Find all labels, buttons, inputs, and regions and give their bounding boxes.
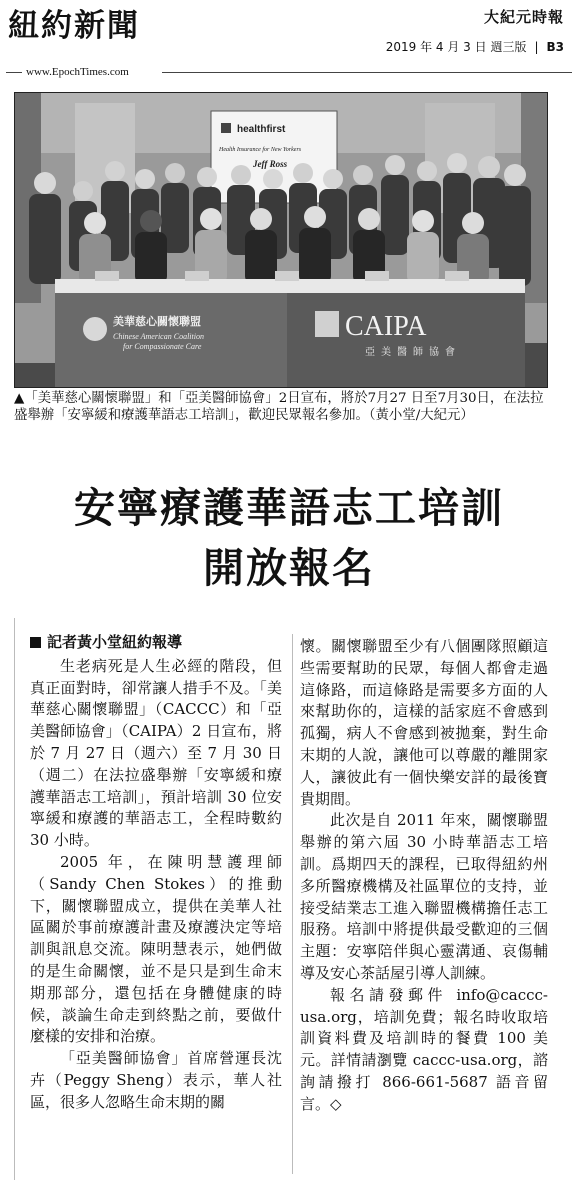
press-conference-illustration: [15, 93, 547, 387]
paragraph-1: 生老病死是人生必經的階段，但真正面對時，卻常讓人措手不及。「美華慈心關懷聯盟」（CACCC）和「亞美醫師協會」（CAIPA）2 日宣布，將於 7 月 27 日（週六）至 7 月 30 日（週二）在法拉盛舉辦「安寧緩和療護華語志工培訓」，預計培訓 30 位安寧緩和療護的華語志工，全程時數約 30 小時。: [30, 656, 282, 850]
page-number: B3: [546, 40, 564, 54]
issue-date: 2019 年 4 月 3 日 週三版: [385, 40, 527, 54]
issue-date-line: [386, 40, 564, 54]
banner-tagline: Health Insurance for New Yorkers: [219, 147, 302, 153]
section-title: 紐約新聞: [8, 8, 140, 44]
sign-caccc-cn: 美華慈心關懷聯盟: [113, 315, 201, 328]
headline-line-1: 安寧療護華語志工培訓: [74, 484, 504, 532]
article-column-1: [30, 632, 282, 1114]
paragraph-5: 報名請發郵件 info@caccc-usa.org，培訓免費；報名時收取培訓資料費及培訓時的餐費 100 美元。詳情請瀏覽 caccc-usa.org，諮詢請撥打 866-661-5687 語音留言。◇: [300, 985, 548, 1113]
news-photo: [14, 92, 548, 388]
sign-caccc-en1: Chinese American Coalition: [113, 332, 204, 341]
banner-brand: healthfirst: [237, 124, 286, 135]
website-url: www.EpochTimes.com: [26, 66, 129, 78]
column-border-left: [14, 618, 15, 1180]
photo-caption: ▲「美華慈心關懷聯盟」和「亞美醫師協會」2日宣布，將於7月27 日至7月30日，在法拉盛舉辦「安寧緩和療護華語志工培訓」，歡迎民眾報名參加。（黃小堂/大紀元）: [14, 391, 544, 423]
byline: [30, 632, 282, 654]
sign-caipa-en: CAIPA: [345, 311, 427, 342]
date-separator: |: [534, 40, 539, 54]
byline-square-icon: [30, 637, 41, 648]
paragraph-4: 此次是自 2011 年來，關懷聯盟舉辦的第六屆 30 小時華語志工培訓。爲期四天的課程，已取得紐約州多所醫療機構及社區單位的支持，並接受結業志工進入聯盟機構擔任志工服務。培訓中將提供最受歡迎的三個主題：安寧陪伴與心靈溝通、哀傷輔導及安心茶話屋引導人訓練。: [300, 811, 548, 982]
paragraph-3-continued: 懷。關懷聯盟至少有八個團隊照顧這些需要幫助的民眾，每個人都會走過這條路，而這條路是需要多方面的人來幫助你的，這樣的話家庭不會感到孤獨，病人不會感到被拋棄，對生命末期的人說，讓他可以尊嚴的離開家人，讓彼此有一個快樂安詳的最後寶貴期間。: [300, 637, 548, 808]
byline-text: 記者黃小堂紐約報導: [47, 633, 183, 651]
masthead-rule-left: [6, 72, 22, 73]
sign-caccc-en2: for Compassionate Care: [123, 342, 202, 351]
column-divider: [292, 634, 293, 1174]
masthead-rule-right: [162, 72, 572, 73]
banner-speaker: Jeff Ross: [253, 159, 288, 169]
sign-caipa-cn: 亞美醫師協會: [365, 347, 461, 358]
paragraph-2: 2005 年，在陳明慧護理師（Sandy Chen Stokes）的推動下，關懷聯盟成立，提供在美華人社區關於事前療護計畫及療護決定等培訓與訊息交流。陳明慧表示，她們做的是生命關懷，並不是只是到生命末期那部分，還包括在身體健康的時候，談論生命走到終點之前，要做什麼樣的安排和治療。: [30, 852, 282, 1046]
headline-line-2: 開放報名: [203, 544, 375, 592]
article-column-2: [300, 636, 548, 1116]
newspaper-name: 大紀元時報: [483, 8, 564, 26]
paragraph-3: 「亞美醫師協會」首席營運長沈卉（Peggy Sheng）表示，華人社區，很多人忽略生命末期的關: [30, 1049, 282, 1111]
article-headline: [0, 478, 578, 598]
